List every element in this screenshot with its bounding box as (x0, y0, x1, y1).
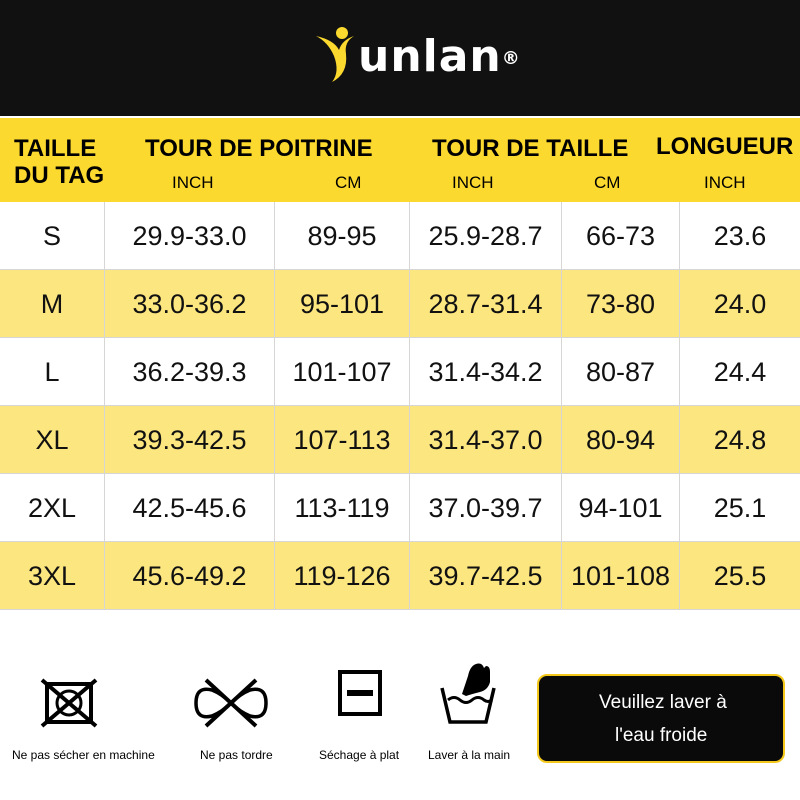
waist-cm-cell: 73-80 (562, 270, 680, 338)
table-header (0, 118, 800, 202)
chest-cm-cell: 119-126 (275, 542, 410, 610)
length-inch-unit: INCH (704, 173, 746, 192)
table-row (0, 542, 800, 610)
chest-cm-unit: CM (335, 173, 362, 192)
brand-logo (312, 22, 522, 88)
cold-wash-notice (537, 674, 785, 763)
no-wring-icon (192, 676, 270, 730)
chest-inch-cell: 45.6-49.2 (105, 542, 275, 610)
chest-header: TOUR DE POITRINE (145, 135, 373, 162)
waist-cm-unit: CM (594, 173, 621, 192)
row-divider (0, 609, 800, 610)
length-inch-cell: 25.5 (713, 560, 767, 591)
chest-cm-cell: 107-113 (275, 406, 410, 474)
hand-wash-label: Laver à la main (428, 748, 511, 762)
waist-inch-cell: 31.4-37.0 (410, 406, 562, 474)
waist-cm-cell: 80-87 (562, 338, 680, 406)
brand-header (0, 0, 800, 116)
dry-flat-label: Séchage à plat (319, 748, 400, 762)
waist-inch-cell: 37.0-39.7 (410, 474, 562, 542)
dry-flat-icon (338, 670, 382, 716)
no-tumble-dry-label: Ne pas sécher en machine (12, 748, 155, 762)
waist-cm-cell: 66-73 (562, 202, 680, 270)
brand-name: unlan® (358, 31, 521, 82)
chest-inch-cell: 33.0-36.2 (105, 270, 275, 338)
length-inch-cell: 25.1 (713, 492, 767, 523)
length-inch-cell: 24.8 (713, 424, 767, 455)
size-header-line1: TAILLE (14, 135, 97, 162)
waist-header: TOUR DE TAILLE (432, 135, 629, 162)
no-tumble-dry-icon (40, 678, 98, 728)
waist-inch-cell: 25.9-28.7 (410, 202, 562, 270)
chest-cm-cell: 95-101 (275, 270, 410, 338)
table-row (0, 474, 800, 542)
chest-cm-cell: 89-95 (275, 202, 410, 270)
waist-cm-cell: 94-101 (562, 474, 680, 542)
chest-inch-cell: 42.5-45.6 (105, 474, 275, 542)
table-row (0, 270, 800, 338)
table-row (0, 406, 800, 474)
registered-mark: ® (501, 48, 521, 69)
notice-line-1: Veuillez laver à (599, 692, 727, 713)
waist-inch-cell: 39.7-42.5 (410, 542, 562, 610)
chest-cm-cell: 113-119 (275, 474, 410, 542)
chest-inch-unit: INCH (172, 173, 214, 192)
chest-inch-cell: 36.2-39.3 (105, 338, 275, 406)
waist-cm-cell: 80-94 (562, 406, 680, 474)
size-header-line2: DU TAG (14, 162, 105, 189)
size-cell: M (0, 270, 105, 338)
no-wring-label: Ne pas tordre (200, 748, 273, 762)
hand-wash-icon (440, 660, 496, 726)
table-row (0, 202, 800, 270)
chest-inch-cell: 29.9-33.0 (105, 202, 275, 270)
size-cell: S (0, 202, 105, 270)
notice-line-2: l'eau froide (615, 725, 708, 746)
table-row (0, 338, 800, 406)
length-inch-cell: 24.4 (713, 356, 767, 387)
size-cell: L (0, 338, 105, 406)
chest-cm-cell: 101-107 (275, 338, 410, 406)
size-cell: XL (0, 406, 105, 474)
length-inch-cell: 23.6 (713, 220, 767, 251)
waist-cm-cell: 101-108 (562, 542, 680, 610)
care-instructions (0, 650, 800, 800)
waist-inch-unit: INCH (452, 173, 494, 192)
length-inch-cell: 24.0 (713, 288, 767, 319)
size-cell: 3XL (0, 542, 105, 610)
chest-inch-cell: 39.3-42.5 (105, 406, 275, 474)
waist-inch-cell: 28.7-31.4 (410, 270, 562, 338)
length-header: LONGUEUR (656, 133, 794, 160)
waist-inch-cell: 31.4-34.2 (410, 338, 562, 406)
size-cell: 2XL (0, 474, 105, 542)
